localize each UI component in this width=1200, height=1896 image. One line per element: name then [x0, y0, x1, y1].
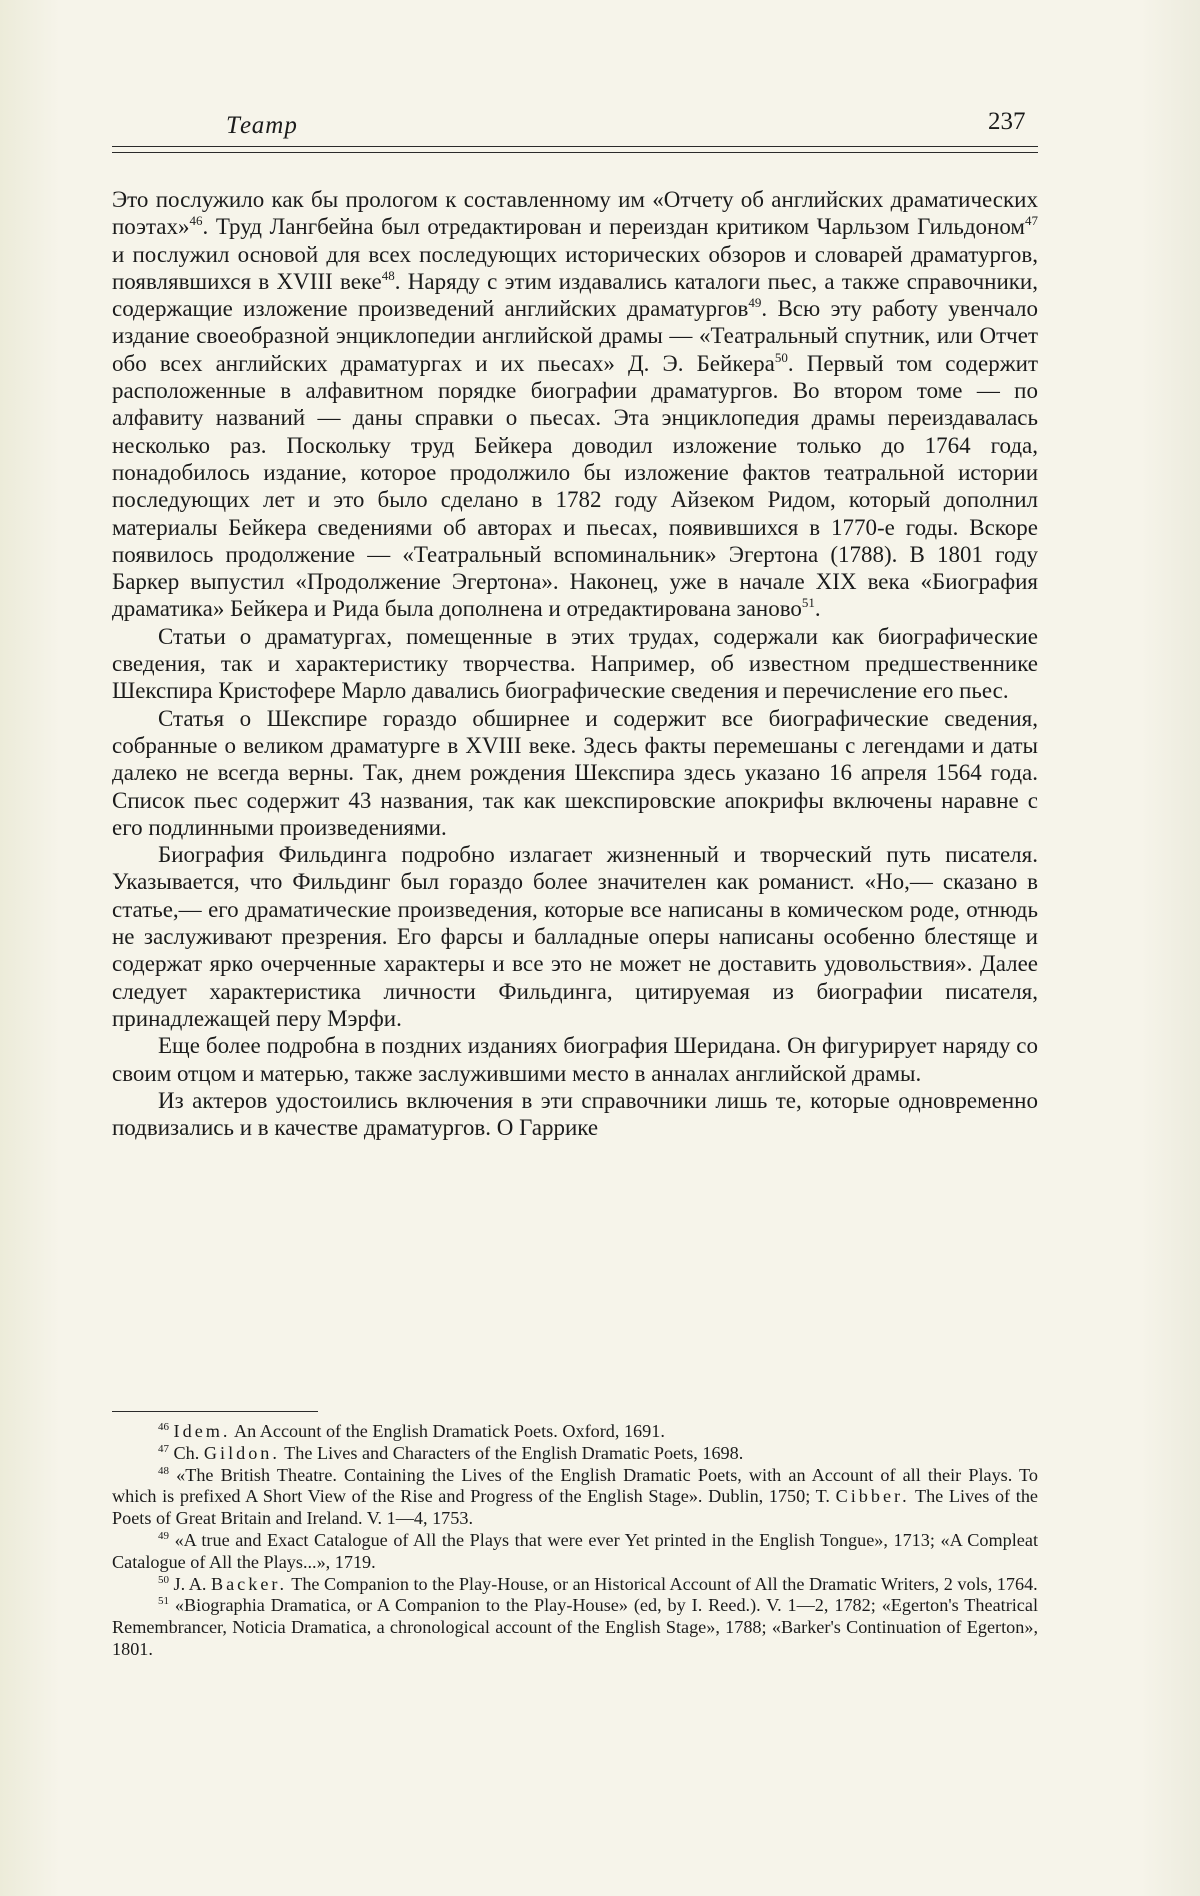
paragraph: [112, 1087, 1038, 1142]
text-run: .: [814, 596, 821, 622]
footnote-ref: 48: [381, 267, 395, 283]
paragraph: [112, 705, 1038, 841]
page-number: 237: [988, 108, 1026, 135]
footnote-number: 50: [158, 1573, 169, 1586]
footnote-number: 49: [158, 1529, 169, 1542]
footnote-ref: 51: [801, 595, 815, 611]
text-run: «The British Theatre. Containing the Lives of the English Dramatic Poets, with an Account of all their Plays. To which is prefixed A Short View of the Rise and Progress of the English Stage». Dublin, 1750; T.: [112, 1464, 1038, 1507]
footnotes: [112, 1421, 1038, 1661]
footnote-separator: [112, 1411, 318, 1412]
text-run: Из актеров удостоились включения в эти справочники лишь те, которые одновременно подвизались и в качестве драматургов. О Гаррике: [112, 1087, 1038, 1141]
text-run: Ch.: [173, 1442, 204, 1463]
text-run: . Первый том содержит расположенные в алфавитном порядке биографии драматургов. Во втором томе — по алфавиту названий — даны справки о пьесах. Эта энциклопедия драмы переиздавалась несколько раз. Поскольку труд Бейкера доводил изложение только до 1764 года, понадобилось издание, которое продолжило бы изложение фактов театральной истории последующих лет и это было сделано в 1782 году Айзеком Ридом, который дополнил материалы Бейкера сведениями об авторах и пьесах, появившихся в 1770-е годы. Вскоре появилось продолжение — «Театральный вспоминальник» Эгертона (1788). В 1801 году Баркер выпустил «Продолжение Эгертона». Наконец, уже в начале XIX века «Биография драматика» Бейкера и Рида была дополнена и отредактирована заново: [112, 350, 1039, 622]
text-run: Биография Фильдинга подробно излагает жизненный и творческий путь писателя. Указывается, что Фильдинг был гораздо более значителен как романист. «Но,— сказано в статье,— его драматические произведения, которые все написаны в комическом роде, отнюдь не заслуживают презрения. Его фарсы и балладные оперы написаны особенно блестяще и содержат ярко очерченные характеры и все это не может не доставить удовольствия». Далее следует характеристика личности Фильдинга, цитируемая из биографии писателя, принадлежащей перу Мэрфи.: [112, 842, 1038, 1031]
footnote: [112, 1530, 1038, 1574]
text-run: Это послужило как бы прологом к составленному им «Отчету об английских драматических поэтах»: [112, 187, 1038, 240]
footnote-ref: 46: [189, 213, 203, 229]
footnote-ref: 49: [748, 295, 762, 311]
footnote-number: 46: [158, 1421, 169, 1433]
footnote-number: 51: [158, 1595, 169, 1608]
text-run: An Account of the English Dramatick Poets. Oxford, 1691.: [230, 1421, 665, 1441]
author-name: Cibber.: [835, 1486, 910, 1507]
footnote: [112, 1443, 1038, 1465]
text-run: Еще более подробна в поздних изданиях биография Шеридана. Он фигурирует наряду со своим отцом и матерью, также заслужившими место в анналах английской драмы.: [112, 1033, 1038, 1086]
main-text: [112, 186, 1038, 1141]
paragraph: [112, 186, 1038, 623]
footnote: [112, 1465, 1038, 1530]
footnote-ref: 47: [1025, 213, 1038, 229]
text-run: J. A.: [173, 1573, 211, 1594]
footnote-ref: 50: [774, 349, 788, 365]
author-name: Gildon.: [203, 1442, 280, 1463]
author-name: Backer.: [210, 1573, 287, 1594]
text-run: Статья о Шекспире гораздо обширнее и содержит все биографические сведения, собранные о великом драматурге в XVIII веке. Здесь факты перемешаны с легендами и даты далеко не всегда верны. Так, днем рождения Шекспира здесь указано 16 апреля 1564 года. Список пьес содержит 43 названия, так как шекспировские апокрифы включены наравне с его подлинными произведениями.: [112, 705, 1038, 840]
author-name: Idem.: [173, 1421, 231, 1441]
text-run: «Biographia Dramatica, or A Companion to the Play-House» (ed, by I. Reed.). V. 1—2, 1782; «Egerton's Theatrical Remembrancer, Noticia Dramatica, a chronological account of the English Stage», 1788; «Barker's Continuation of Egerton», 1801.: [112, 1595, 1039, 1659]
text-run: . Наряду с этим издавались каталоги пьес, а также справочники, содержащие изложение произведений английских драматургов: [112, 268, 1038, 322]
footnote: [112, 1421, 1038, 1443]
header-rule: [112, 146, 1038, 153]
text-run: The Lives and Characters of the English Dramatic Poets, 1698.: [279, 1442, 744, 1463]
text-run: The Companion to the Play-House, or an Historical Account of All the Dramatic Writers, 2 vols, 1764.: [287, 1573, 1038, 1594]
paragraph: [112, 623, 1038, 705]
footnote: [112, 1574, 1038, 1596]
text-run: . Труд Лангбейна был отредактирован и переиздан критиком Чарльзом Гильдоном: [202, 214, 1025, 240]
footnote-number: 47: [158, 1442, 169, 1455]
paragraph: [112, 841, 1038, 1032]
paragraph: [112, 1032, 1038, 1087]
footnote: [112, 1595, 1038, 1660]
text-run: «A true and Exact Catalogue of All the Plays that were ever Yet printed in the English Tongue», 1713; «A Compleat Catalogue of All the Plays...», 1719.: [112, 1529, 1038, 1572]
running-title: Театр: [226, 112, 298, 139]
text-run: Статьи о драматургах, помещенные в этих трудах, содержали как биографические сведения, так и характеристику творчества. Например, об известном предшественнике Шекспира Кристофере Марло давались биографические сведения и перечисление его пьес.: [112, 623, 1038, 704]
text-run: . Всю эту работу увенчало издание своеобразной энциклопедии английской драмы — «Театральный спутник, или Отчет обо всех английских драматургах и их пьесах» Д. Э. Бейкера: [112, 296, 1038, 376]
text-run: и послужил основой для всех последующих исторических обзоров и словарей драматургов, появлявшихся в XVIII веке: [112, 241, 1038, 294]
footnote-number: 48: [158, 1464, 169, 1477]
text-run: The Lives of the Poets of Great Britain and Ireland. V. 1—4, 1753.: [112, 1486, 1038, 1529]
